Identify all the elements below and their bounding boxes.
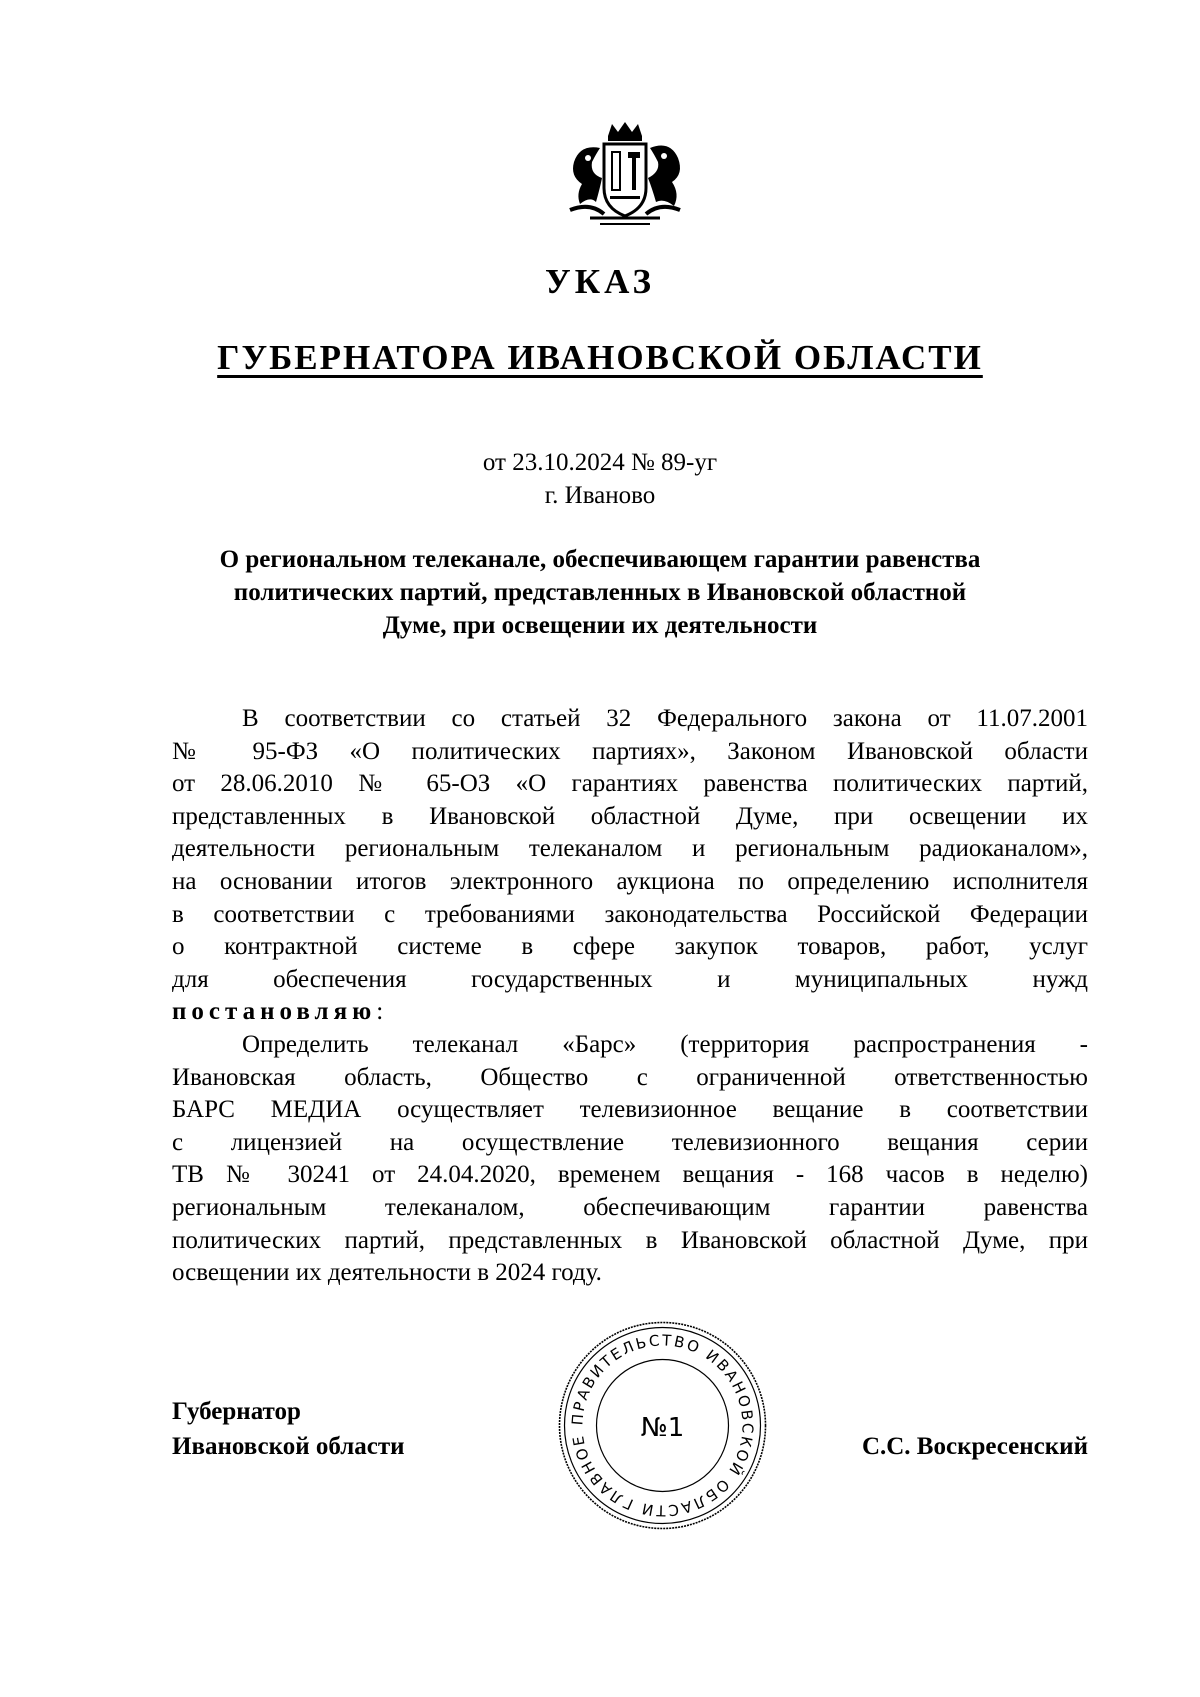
signatory-name: С.С. Воскресенский [861,1433,1088,1460]
document-meta [0,446,1200,512]
text-line: освещении их деятельности в 2024 году. [172,1259,602,1287]
official-stamp [555,1318,770,1533]
document-subject [180,543,1020,642]
paragraph-preamble [172,703,1088,1029]
text-line: БАРС МЕДИА осуществляет телевизионное вещание в соответствии [172,1096,1088,1124]
text-line: политических партий, представленных в Ивановской областной Думе, при [172,1226,1088,1254]
text-line: на основании итогов электронного аукциона по определению исполнителя [172,867,1088,895]
text-line: ТВ № 30241 от 24.04.2020, временем вещания - 168 часов в неделю) [172,1161,1088,1189]
coat-of-arms-emblem [560,118,690,228]
document-body [172,703,1088,1290]
text-line: деятельности региональным телеканалом и региональным радиоканалом», [172,835,1088,863]
text-line: в соответствии с требованиями законодательства Российской Федерации [172,900,1088,928]
position-line: Губернатор [172,1398,301,1425]
subject-line: О региональном телеканале, обеспечивающем гарантии равенства [219,546,981,573]
text-line: от 28.06.2010 № 65-ОЗ «О гарантиях равенства политических партий, [172,770,1088,798]
position-line: Ивановской области [172,1433,405,1460]
signatory-position [172,1394,405,1464]
decree-word: постановляю [172,998,377,1026]
subject-line: политических партий, представленных в Ивановской областной [233,579,967,606]
text-line: Ивановская область, Общество с ограниченной ответственностью [172,1063,1088,1091]
stamp-ring-text: ПРАВИТЕЛЬСТВО ИВАНОВСКОЙ ОБЛАСТИ ГЛАВНОЕ [568,1331,757,1520]
text-line: представленных в Ивановской областной Думе, при освещении их [172,802,1088,830]
text-line: В соответствии со статьей 32 Федерального закона от 11.07.2001 [242,705,1088,732]
decree-line [172,996,1088,1029]
decree-colon: : [376,998,384,1026]
document-issuer-text: ГУБЕРНАТОРА ИВАНОВСКОЙ ОБЛАСТИ [217,338,983,377]
paragraph-decision [172,1029,1088,1290]
document-issuer [0,338,1200,378]
document-title: УКАЗ [545,262,655,301]
city: г. Иваново [544,482,656,509]
text-line: региональным телеканалом, обеспечивающим гарантии равенства [172,1193,1088,1221]
text-line: Определить телеканал «Барс» (территория распространения - [242,1030,1088,1058]
stamp-center-number: №1 [640,1413,685,1443]
text-line: с лицензией на осуществление телевизионного вещания серии [172,1128,1088,1156]
text-line: о контрактной системе в сфере закупок товаров, работ, услуг [172,933,1088,961]
subject-line: Думе, при освещении их деятельности [382,612,818,639]
text-line: № 95-ФЗ «О политических партиях», Законом Ивановской области [172,737,1088,765]
date-number: от 23.10.2024 № 89-уг [482,449,718,476]
text-line: для обеспечения государственных и муниципальных нужд [172,965,1088,993]
